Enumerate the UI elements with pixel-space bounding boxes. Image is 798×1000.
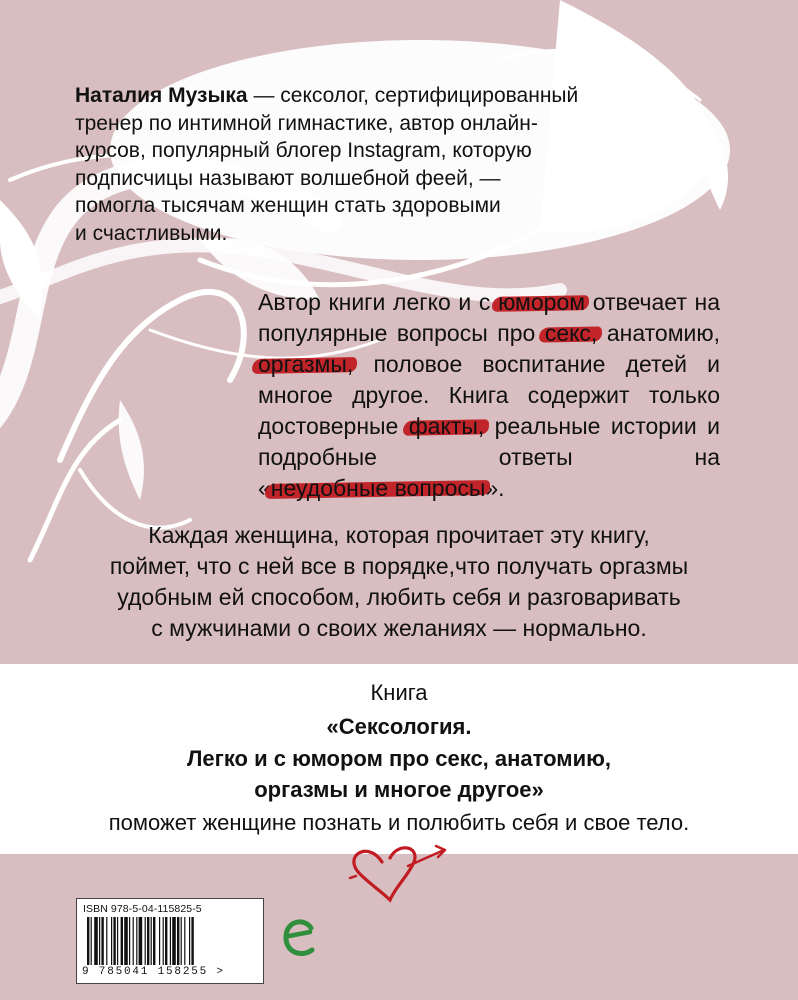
book-title-line: «Сексология.: [326, 714, 472, 739]
barcode-bar: [94, 917, 98, 965]
barcode-bar: [181, 917, 182, 965]
heart-arrow-icon: [348, 842, 452, 904]
barcode-bars: [87, 917, 251, 965]
text-segment: анатомию,: [597, 320, 720, 346]
barcode-bar: [163, 917, 164, 965]
book-intro: Книга: [370, 680, 428, 705]
book-outro: поможет женщине познать и полюбить себя и свое тело.: [108, 810, 690, 835]
promise-line: Каждая женщина, которая прочитает эту книгу,: [148, 522, 650, 548]
promise-line: поймет, что с ней все в порядке,что получать оргазмы: [109, 553, 689, 579]
eksmo-e-icon: [281, 916, 317, 960]
text-segment: отвечает на популярные вопросы про: [258, 289, 720, 346]
bio-line: помогла тысячам женщин стать здоровыми: [75, 194, 501, 217]
barcode-bar: [172, 917, 176, 965]
barcode-bar: [101, 917, 103, 965]
promise-line: удобным ей способом, любить себя и разговаривать: [117, 584, 681, 610]
barcode-bar: [91, 917, 92, 965]
highlight-orgasms: оргазмы,: [258, 351, 354, 377]
barcode-bar: [189, 917, 190, 965]
bio-line: тренер по интимной гимнастике, автор онлайн-: [75, 111, 538, 135]
barcode-bar: [177, 917, 179, 965]
barcode-bar: [129, 917, 130, 965]
barcode-bar: [133, 917, 134, 965]
barcode-bar: [191, 917, 193, 965]
barcode-bar: [165, 917, 167, 965]
barcode-bar: [117, 917, 118, 965]
reader-promise: [40, 520, 758, 644]
isbn-barcode: [76, 898, 264, 984]
book-description: [258, 287, 720, 504]
barcode-bar: [170, 917, 171, 965]
text-segment: реальные истории и подробные ответы на «: [258, 413, 720, 501]
barcode-bar: [99, 917, 100, 965]
isbn-text: ISBN 978-5-04-115825-5: [83, 903, 202, 915]
highlight-questions: неудобные вопросы: [270, 475, 486, 501]
barcode-bar: [159, 917, 160, 965]
text-segment: половое воспитание детей и многое другое. Книга содержит только достоверные: [258, 351, 720, 439]
barcode-bar: [145, 917, 146, 965]
barcode-digits: 9 785041 158255 >: [82, 966, 225, 978]
barcode-bar: [147, 917, 149, 965]
book-title-line: оргазмы и многое другое»: [254, 777, 544, 802]
barcode-bar: [153, 917, 155, 965]
barcode-bar: [111, 917, 112, 965]
barcode-bar: [124, 917, 128, 965]
barcode-bar: [184, 917, 185, 965]
barcode-bar: [113, 917, 115, 965]
author-bio: [75, 82, 635, 247]
barcode-bar: [136, 917, 137, 965]
promise-line: с мужчинами о своих желаниях — нормально.: [151, 615, 647, 641]
barcode-bar: [121, 917, 123, 965]
highlight-facts: факты,: [408, 413, 485, 439]
text-segment: ».: [485, 475, 505, 501]
barcode-bar: [106, 917, 107, 965]
book-title-line: Легко и с юмором про секс, анатомию,: [186, 746, 611, 771]
bio-line: курсов, популярный блогер Instagram, которую: [75, 139, 532, 162]
highlight-humor: юмором: [498, 289, 586, 315]
bio-line: и счастливыми.: [75, 221, 228, 245]
text-segment: Автор книги легко и с: [258, 289, 499, 315]
barcode-bar: [139, 917, 143, 965]
author-name: Наталия Музыка: [75, 84, 248, 107]
bio-line: подписчицы называют волшебной феей, —: [75, 166, 501, 190]
bio-line: — сексолог, сертифицированный: [247, 84, 579, 107]
barcode-bar: [87, 917, 89, 965]
highlight-sex: секс,: [544, 320, 598, 346]
barcode-bar: [151, 917, 152, 965]
